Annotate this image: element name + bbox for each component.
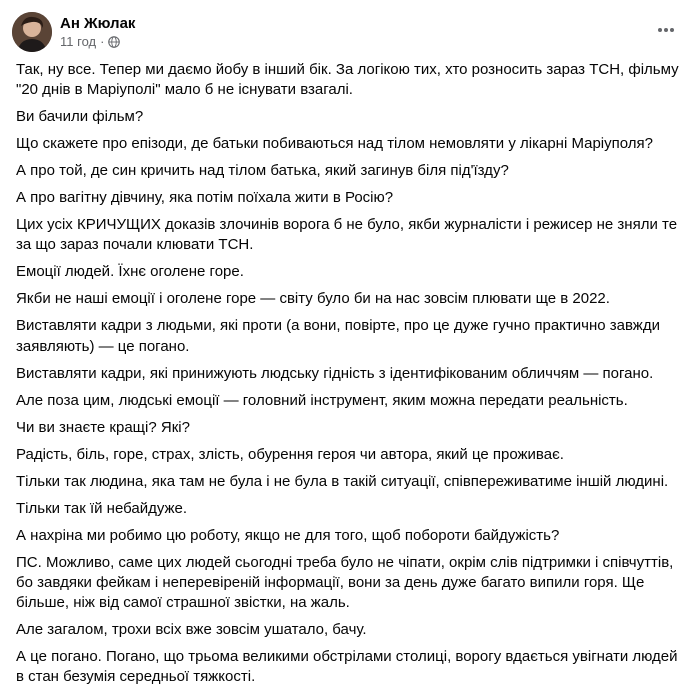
post-header <box>12 12 684 56</box>
post-paragraph: Так, ну все. Тепер ми даємо йобу в інший бік. За логікою тих, хто розносить зараз ТСН, фільму "20 днів в Маріуполі" мало б не існувати взагалі. <box>16 61 679 99</box>
more-options-button[interactable] <box>648 12 684 48</box>
post-timestamp[interactable]: 11 год <box>60 34 97 49</box>
post-paragraph: Цих усіх КРИЧУЩИХ доказів злочинів ворога б не було, якби журналісти і режисер не зняли те за що зараз почали клювати ТСН. <box>16 216 678 254</box>
post-body <box>16 60 686 694</box>
post-paragraph: А це погано. Погано, що трьома великими обстрілами столиці, ворогу вдається увігнати людей в стан безумія середньої тяжкості. <box>16 648 678 686</box>
globe-icon[interactable] <box>108 36 120 48</box>
post-paragraph: Що скажете про епізоди, де батьки побиваються над тілом немовляти у лікарні Маріуполя? <box>16 135 653 153</box>
post-paragraph: Радість, біль, горе, страх, злість, обурення героя чи автора, який це проживає. <box>16 445 564 463</box>
post-meta <box>60 34 120 50</box>
post-paragraph: А про вагітну дівчину, яка потім поїхала жити в Росію? <box>16 189 394 207</box>
post-paragraph: Тільки так їй небайдуже. <box>16 499 188 517</box>
author-name[interactable]: Ан Жюлак <box>60 15 136 32</box>
post-paragraph: Чи ви знаєте кращі? Які? <box>16 418 190 436</box>
post-paragraph: Тільки так людина, яка там не була і не була в такій ситуації, співпереживатиме іншій людині. <box>16 472 669 490</box>
post-paragraph: А про той, де син кричить над тілом батька, який загинув біля під'їзду? <box>16 162 509 180</box>
post-paragraph: Виставляти кадри, які принижують людську гідність з ідентифікованим обличчям — погано. <box>16 364 654 382</box>
post-paragraph: Але загалом, трохи всіх вже зовсім ушатало, бачу. <box>16 621 367 639</box>
avatar[interactable] <box>12 12 52 52</box>
avatar-image <box>12 12 52 52</box>
post-paragraph: ПС. Можливо, саме цих людей сьогодні треба було не чіпати, окрім слів підтримки і співчуттів, бо завдяки фейкам і неперевіреній інформації, вони за день дуже багато випили горя. Ще більше, ніж від самої страшної звістки, на жаль. <box>16 553 674 612</box>
meta-separator: · <box>100 34 105 49</box>
more-options-icon <box>656 20 676 40</box>
post-paragraph: Але поза цим, людські емоції — головний інструмент, яким можна передати реальність. <box>16 391 628 409</box>
post-paragraph: А нахріна ми робимо цю роботу, якщо не для того, щоб побороти байдужість? <box>16 526 560 544</box>
post-paragraph: Ви бачили фільм? <box>16 108 144 126</box>
post-paragraph: Емоції людей. Їхнє оголене горе. <box>16 263 244 281</box>
post-paragraph: Виставляти кадри з людьми, які проти (а вони, повірте, про це дуже гучно практично завжди заявляють) — це погано. <box>16 317 660 355</box>
post-paragraph: Якби не наші емоції і оголене горе — світу було би на нас зовсім плювати ще в 2022. <box>16 290 610 308</box>
